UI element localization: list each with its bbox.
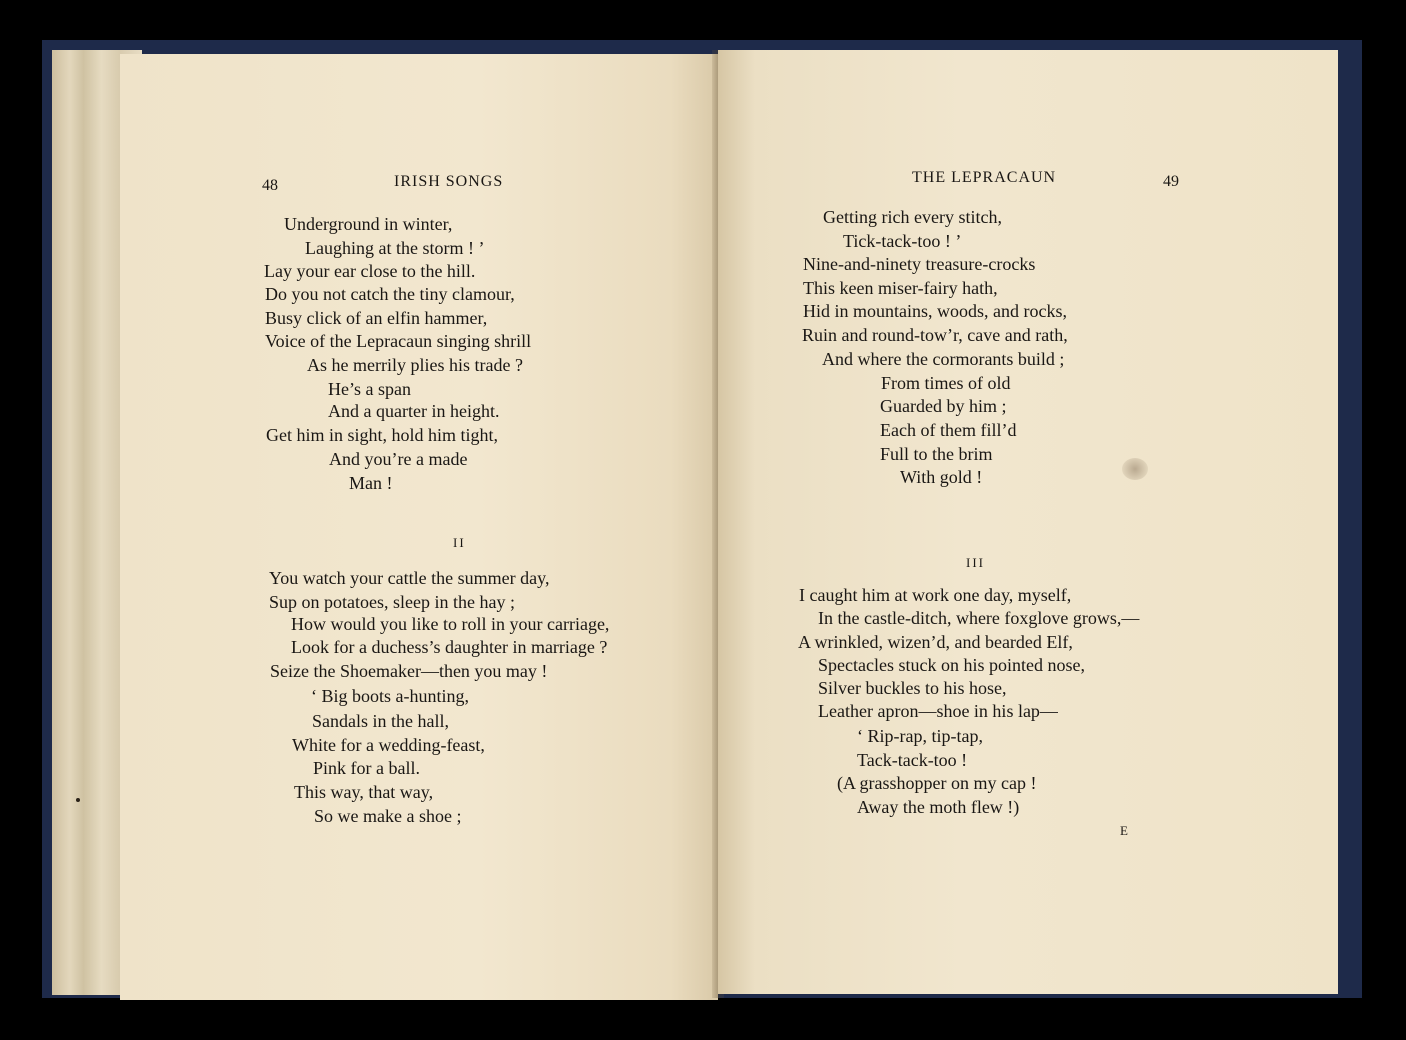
verse-line: Sup on potatoes, sleep in the hay ; (269, 592, 515, 612)
verse-line: With gold ! (900, 467, 983, 487)
verse-line: And a quarter in height. (328, 401, 500, 421)
verse-line: As he merrily plies his trade ? (307, 355, 523, 375)
verse-line: This keen miser-fairy hath, (803, 278, 998, 298)
verse-line: Away the moth flew !) (857, 797, 1020, 817)
verse-line: Sandals in the hall, (312, 711, 449, 731)
paper-stain (1122, 458, 1148, 480)
verse-line: You watch your cattle the summer day, (269, 568, 550, 588)
left-page (120, 54, 718, 1000)
running-head: IRISH SONGS (394, 173, 504, 190)
verse-line: Hid in mountains, woods, and rocks, (803, 301, 1067, 321)
verse-line: From times of old (881, 373, 1011, 393)
section-numeral: III (966, 555, 985, 570)
verse-line: A wrinkled, wizen’d, and bearded Elf, (798, 632, 1073, 652)
verse-line: Underground in winter, (284, 214, 453, 234)
verse-line: Ruin and round-tow’r, cave and rath, (802, 325, 1068, 345)
verse-line: Each of them fill’d (880, 420, 1017, 440)
verse-line: Man ! (349, 473, 393, 493)
verse-line: Busy click of an elfin hammer, (265, 308, 488, 328)
verse-line: ‘ Rip-rap, tip-tap, (857, 726, 983, 746)
ink-speck (76, 798, 80, 802)
verse-line: (A grasshopper on my cap ! (837, 773, 1037, 793)
verse-line: In the castle-ditch, where foxglove grows,— (818, 608, 1140, 628)
verse-line: Get him in sight, hold him tight, (266, 425, 499, 445)
verse-line: Voice of the Lepracaun singing shrill (265, 331, 532, 351)
verse-line: Look for a duchess’s daughter in marriage ? (291, 637, 608, 657)
verse-line: And you’re a made (329, 449, 468, 469)
verse-line: Seize the Shoemaker—then you may ! (270, 661, 548, 681)
verse-line: He’s a span (328, 379, 411, 399)
verse-line: Getting rich every stitch, (823, 207, 1002, 227)
verse-line: Silver buckles to his hose, (818, 678, 1007, 698)
verse-line: Laughing at the storm ! ’ (305, 238, 485, 258)
verse-line: White for a wedding-feast, (292, 735, 485, 755)
verse-line: This way, that way, (294, 782, 434, 802)
verse-line: Full to the brim (880, 444, 993, 464)
verse-line: Lay your ear close to the hill. (264, 261, 476, 281)
verse-line: Tack-tack-too ! (857, 750, 968, 770)
page-number: 48 (262, 177, 278, 194)
page-number: 49 (1163, 173, 1179, 190)
signature-mark: E (1120, 823, 1128, 838)
verse-line: Guarded by him ; (880, 396, 1007, 416)
verse-line: ‘ Big boots a-hunting, (311, 686, 469, 706)
verse-line: Spectacles stuck on his pointed nose, (818, 655, 1085, 675)
verse-line: Leather apron—shoe in his lap— (818, 701, 1058, 721)
verse-line: And where the cormorants build ; (822, 349, 1065, 369)
verse-line: Do you not catch the tiny clamour, (265, 284, 515, 304)
verse-line: Tick-tack-too ! ’ (843, 231, 962, 251)
verse-line: So we make a shoe ; (314, 806, 462, 826)
verse-line: Pink for a ball. (313, 758, 420, 778)
verse-line: I caught him at work one day, myself, (799, 585, 1072, 605)
verse-line: How would you like to roll in your carriage, (291, 614, 610, 634)
section-numeral: II (453, 535, 466, 550)
verse-line: Nine-and-ninety treasure-crocks (803, 254, 1036, 274)
right-page (718, 50, 1338, 994)
running-head: THE LEPRACAUN (912, 169, 1057, 186)
